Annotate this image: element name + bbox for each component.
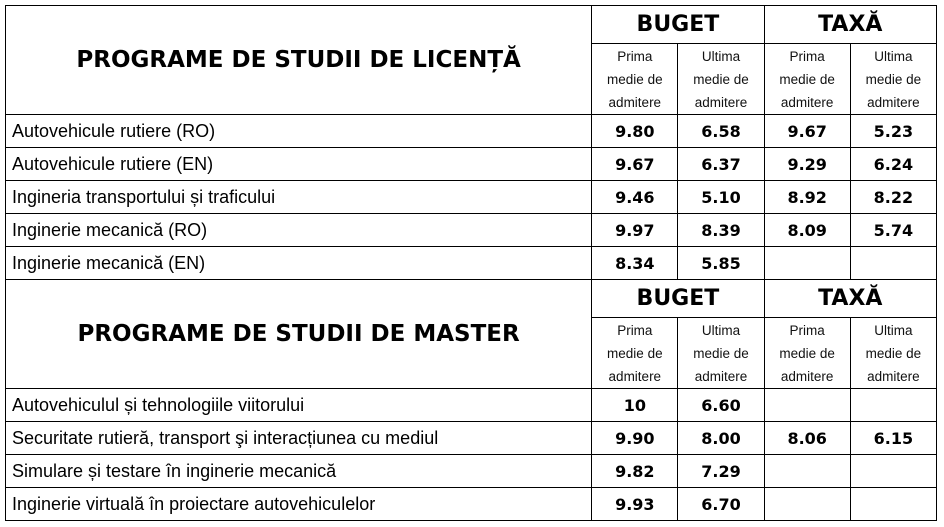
- budget-first-average: 9.93: [592, 488, 678, 521]
- fee-first-average: [764, 488, 850, 521]
- budget-last-average: 5.85: [678, 247, 764, 280]
- bachelor-fee-last-subheader: [850, 44, 936, 115]
- subheader-line: Ultima: [874, 322, 913, 338]
- table-row: [6, 247, 937, 280]
- subheader-line: admitere: [608, 94, 662, 110]
- budget-last-average: 8.39: [678, 214, 764, 247]
- subheader-line: Ultima: [874, 48, 913, 64]
- program-name: Autovehiculul și tehnologiile viitorului: [6, 389, 592, 422]
- bachelor-budget-first-subheader: [592, 44, 678, 115]
- fee-last-average: 6.24: [850, 148, 936, 181]
- master-header-row: [6, 280, 937, 318]
- fee-last-average: [850, 247, 936, 280]
- table-row: [6, 455, 937, 488]
- fee-first-average: 9.29: [764, 148, 850, 181]
- subheader-line: medie de: [607, 345, 663, 361]
- table-row: [6, 181, 937, 214]
- budget-last-average: 6.58: [678, 115, 764, 148]
- program-name: Autovehicule rutiere (RO): [6, 115, 592, 148]
- subheader-line: medie de: [779, 345, 835, 361]
- program-name: Inginerie virtuală în proiectare autovehiculelor: [6, 488, 592, 521]
- master-fee-last-subheader: [850, 318, 936, 389]
- fee-first-average: 8.06: [764, 422, 850, 455]
- fee-first-average: [764, 247, 850, 280]
- bachelor-budget-last-subheader: [678, 44, 764, 115]
- fee-last-average: 8.22: [850, 181, 936, 214]
- admission-averages-table: [5, 5, 937, 521]
- budget-last-average: 6.37: [678, 148, 764, 181]
- bachelor-fee-header: TAXĂ: [764, 6, 936, 44]
- budget-first-average: 9.97: [592, 214, 678, 247]
- bachelor-fee-first-subheader: [764, 44, 850, 115]
- fee-last-average: 5.23: [850, 115, 936, 148]
- master-section-title: PROGRAME DE STUDII DE MASTER: [6, 280, 592, 389]
- subheader-line: Prima: [617, 322, 653, 338]
- budget-last-average: 5.10: [678, 181, 764, 214]
- program-name: Securitate rutieră, transport şi interacțiunea cu mediul: [6, 422, 592, 455]
- fee-last-average: [850, 488, 936, 521]
- table-row: [6, 148, 937, 181]
- budget-last-average: 8.00: [678, 422, 764, 455]
- budget-first-average: 9.82: [592, 455, 678, 488]
- subheader-line: medie de: [865, 345, 922, 361]
- budget-last-average: 6.70: [678, 488, 764, 521]
- subheader-line: medie de: [779, 71, 835, 87]
- subheader-line: admitere: [694, 94, 748, 110]
- budget-last-average: 6.60: [678, 389, 764, 422]
- subheader-line: Prima: [617, 48, 653, 64]
- subheader-line: admitere: [780, 368, 834, 384]
- subheader-line: admitere: [867, 94, 920, 110]
- bachelor-budget-header: BUGET: [592, 6, 764, 44]
- master-fee-header: TAXĂ: [764, 280, 936, 318]
- subheader-line: medie de: [607, 71, 663, 87]
- subheader-line: Ultima: [701, 322, 741, 338]
- subheader-line: medie de: [865, 71, 922, 87]
- subheader-line: admitere: [867, 368, 920, 384]
- table-row: [6, 422, 937, 455]
- subheader-line: Prima: [789, 48, 825, 64]
- table-row: [6, 488, 937, 521]
- fee-last-average: [850, 455, 936, 488]
- budget-last-average: 7.29: [678, 455, 764, 488]
- program-name: Inginerie mecanică (EN): [6, 247, 592, 280]
- fee-last-average: 6.15: [850, 422, 936, 455]
- bachelor-header-row: [6, 6, 937, 44]
- master-budget-first-subheader: [592, 318, 678, 389]
- budget-first-average: 9.67: [592, 148, 678, 181]
- fee-first-average: 8.92: [764, 181, 850, 214]
- bachelor-section-title: PROGRAME DE STUDII DE LICENȚĂ: [6, 6, 592, 115]
- fee-first-average: [764, 389, 850, 422]
- fee-last-average: 5.74: [850, 214, 936, 247]
- master-fee-first-subheader: [764, 318, 850, 389]
- budget-first-average: 9.80: [592, 115, 678, 148]
- fee-first-average: 9.67: [764, 115, 850, 148]
- subheader-line: admitere: [608, 368, 662, 384]
- master-budget-header: BUGET: [592, 280, 764, 318]
- table-row: [6, 214, 937, 247]
- budget-first-average: 9.46: [592, 181, 678, 214]
- table-row: [6, 389, 937, 422]
- subheader-line: admitere: [780, 94, 834, 110]
- budget-first-average: 8.34: [592, 247, 678, 280]
- budget-first-average: 10: [592, 389, 678, 422]
- program-name: Ingineria transportului și traficului: [6, 181, 592, 214]
- subheader-line: admitere: [694, 368, 748, 384]
- program-name: Inginerie mecanică (RO): [6, 214, 592, 247]
- fee-first-average: [764, 455, 850, 488]
- master-budget-last-subheader: [678, 318, 764, 389]
- subheader-line: Prima: [789, 322, 825, 338]
- program-name: Simulare și testare în inginerie mecanică: [6, 455, 592, 488]
- subheader-line: Ultima: [701, 48, 741, 64]
- budget-first-average: 9.90: [592, 422, 678, 455]
- subheader-line: medie de: [693, 71, 749, 87]
- program-name: Autovehicule rutiere (EN): [6, 148, 592, 181]
- subheader-line: medie de: [693, 345, 749, 361]
- fee-last-average: [850, 389, 936, 422]
- fee-first-average: 8.09: [764, 214, 850, 247]
- table-row: [6, 115, 937, 148]
